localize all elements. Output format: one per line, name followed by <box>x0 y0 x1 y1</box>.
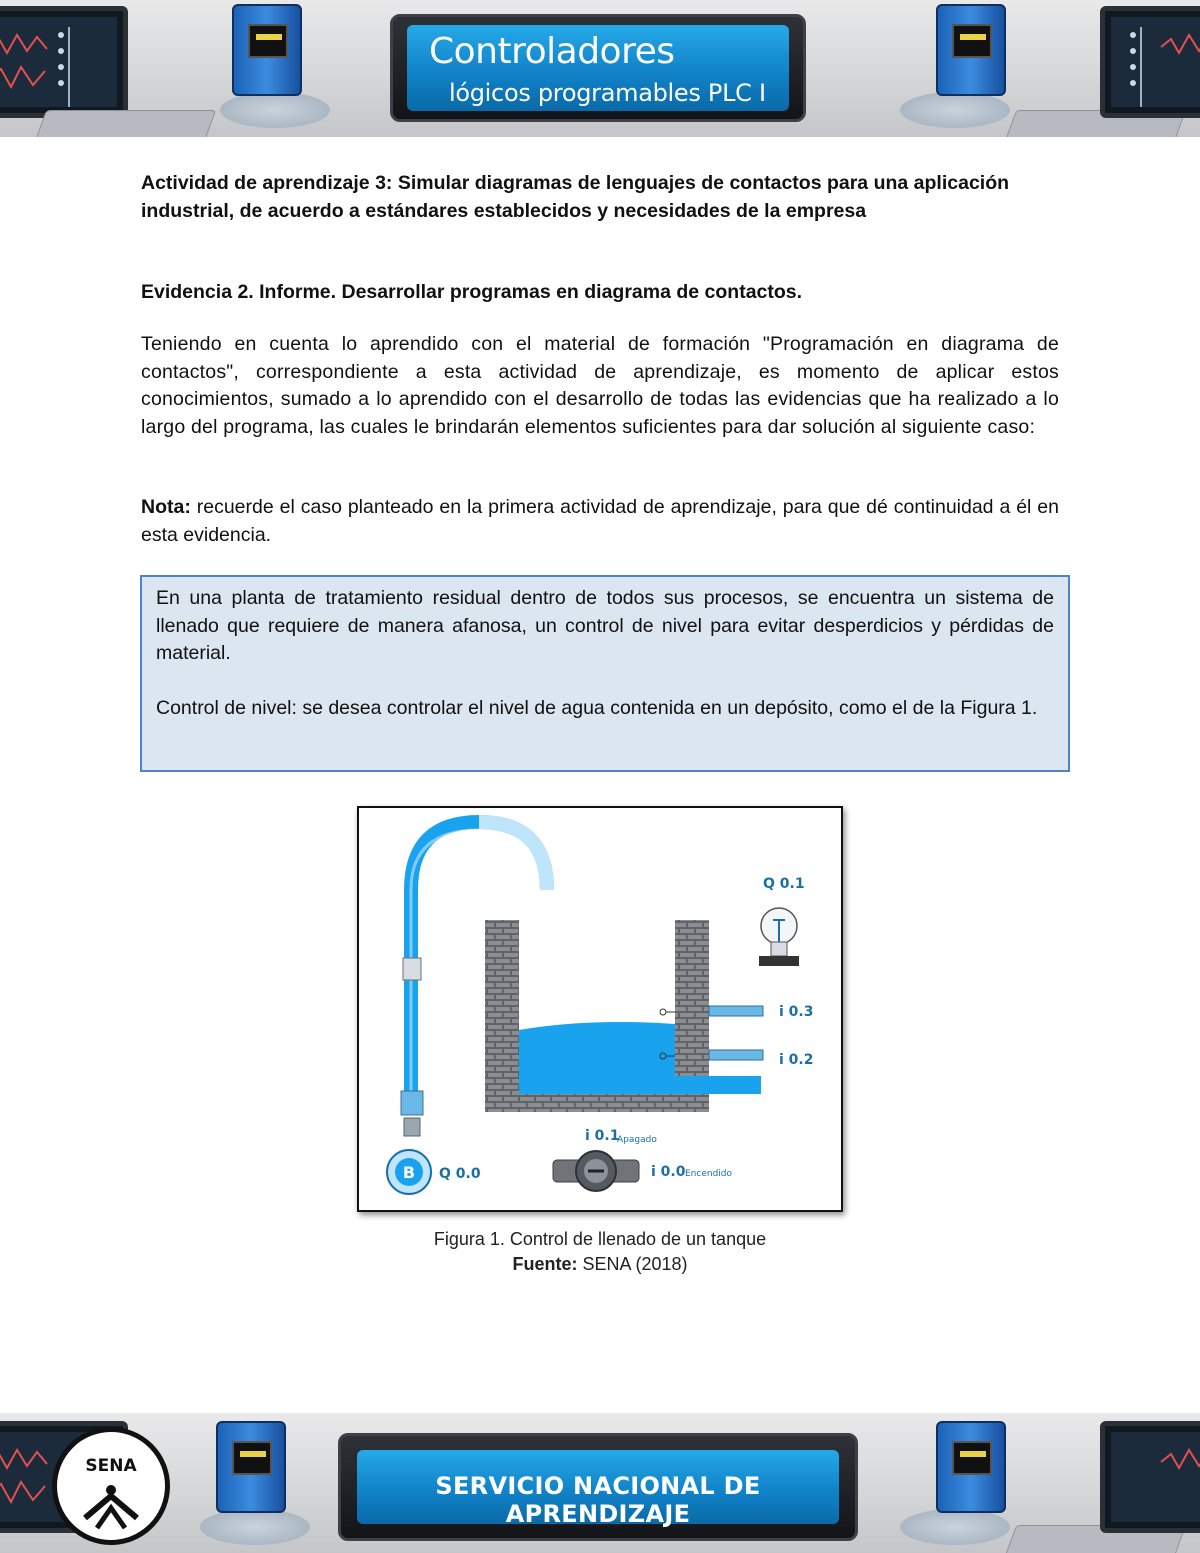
note-label: Nota: <box>141 496 191 518</box>
header-title-line1: Controladores <box>429 31 675 72</box>
plc-device-right-illustration <box>936 4 1006 96</box>
note-text: recuerde el caso planteado en la primera actividad de aprendizaje, para que dé continuidad a él en esta evidencia. <box>141 496 1059 546</box>
sena-logo <box>52 1427 170 1545</box>
case-box <box>140 575 1070 772</box>
footer-title-box <box>338 1433 858 1541</box>
label-i01: i 0.1 <box>585 1128 620 1144</box>
sena-logo-text: SENA <box>85 1456 137 1476</box>
outlet-pipe <box>675 1076 761 1094</box>
monitor-footer-right-illustration <box>1100 1421 1200 1533</box>
label-i00: i 0.0 <box>651 1164 686 1180</box>
plc-device-left-illustration <box>232 4 302 96</box>
plc-base-footer-left <box>200 1509 310 1545</box>
footer-banner-text: SERVICIO NACIONAL DE APRENDIZAJE <box>435 1472 761 1528</box>
footer-banner <box>0 1413 1200 1553</box>
pump-label: B <box>402 1163 416 1182</box>
figure-caption: Figura 1. Control de llenado de un tanque <box>433 1229 767 1249</box>
source-label: Fuente: <box>512 1254 578 1274</box>
header-title-box <box>390 14 806 122</box>
plc-device-footer-left-illustration <box>216 1421 286 1513</box>
label-i01-state: Apagado <box>617 1135 657 1145</box>
label-q00: Q 0.0 <box>439 1166 481 1182</box>
label-q01: Q 0.1 <box>763 876 805 892</box>
selector-switch <box>553 1128 733 1191</box>
case-paragraph-1: En una planta de tratamiento residual dentro de todos sus procesos, se encuentra un sistema de llenado que requiere de manera afanosa, un control de nivel para evitar desperdicios y pérdidas de material. <box>156 587 1054 664</box>
header-banner <box>0 0 1200 137</box>
label-i02: i 0.2 <box>779 1052 814 1068</box>
header-title-line2: lógicos programables PLC I <box>449 79 766 107</box>
keyboard-left-illustration <box>34 110 216 137</box>
intro-paragraph: Teniendo en cuenta lo aprendido con el material de formación "Programación en diagrama de contactos", correspondiente a esta actividad de aprendizaje, es momento de aplicar estos conocimientos, sumado a lo aprendido con el desarrollo de todas las evidencias que ha realizado a lo largo del programa, las cuales le brindarán elementos suficientes para dar solución al siguiente caso: <box>141 333 1059 438</box>
plc-device-footer-right-illustration <box>936 1421 1006 1513</box>
evidence-title: Evidencia 2. Informe. Desarrollar programas en diagrama de contactos. <box>141 281 803 303</box>
figure-source <box>300 1254 900 1275</box>
tank-water <box>519 1022 675 1094</box>
tank-figure <box>357 806 843 1212</box>
label-i03: i 0.3 <box>779 1004 814 1020</box>
tank-left-wall <box>485 920 519 1112</box>
plc-base-left <box>220 92 330 128</box>
monitor-left-illustration <box>0 6 128 118</box>
lamp-icon <box>759 876 805 966</box>
activity-title: Actividad de aprendizaje 3: Simular diagramas de lenguajes de contactos para una aplicación industrial, de acuerdo a estándares establecidos y necesidades de la empresa <box>141 172 1010 222</box>
plc-base-footer-right <box>900 1509 1010 1545</box>
monitor-right-illustration <box>1100 6 1200 118</box>
note-paragraph <box>141 494 1059 549</box>
label-i00-state: Encendido <box>685 1169 733 1179</box>
pump-icon <box>387 1150 481 1194</box>
tank-bottom-wall <box>485 1094 709 1112</box>
source-text: SENA (2018) <box>577 1254 688 1274</box>
case-paragraph-2: Control de nivel: se desea controlar el nivel de agua contenida en un depósito, como el de la Figura 1. <box>156 696 1038 719</box>
plc-base-right <box>900 92 1010 128</box>
